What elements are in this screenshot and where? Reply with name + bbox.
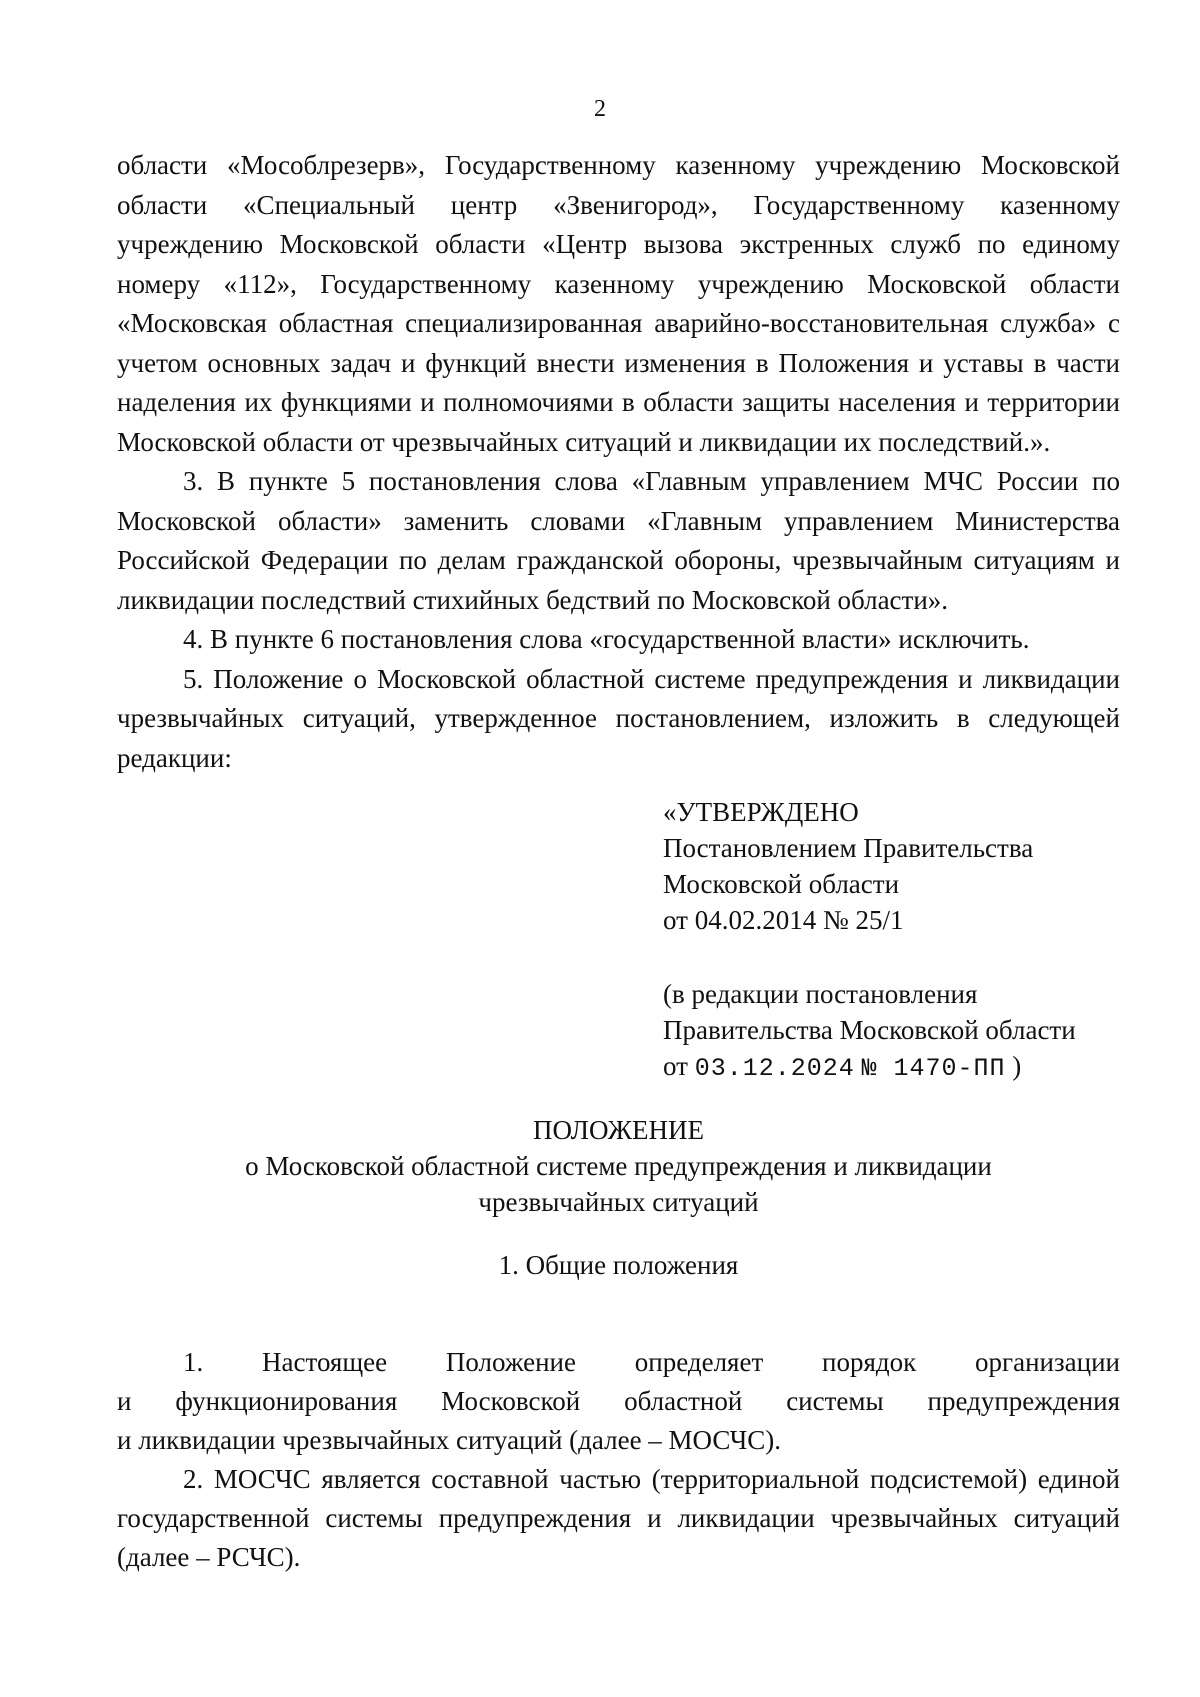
revision-stamp-prefix: от xyxy=(663,1051,688,1081)
body-text-top xyxy=(117,146,1120,778)
body-text-bottom xyxy=(117,1343,1120,1577)
paragraph-item-5: 5. Положение о Московской областной системе предупреждения и ликвидации чрезвычайных ситуаций, утвержденное постановлением, изложить в следующей редакции: xyxy=(117,663,1120,773)
revision-stamp-number: № 1470-ПП xyxy=(861,1054,1006,1083)
revision-line-2: Правительства Московской области xyxy=(663,1015,1076,1045)
revision-stamp-date: 03.12.2024 xyxy=(694,1054,855,1083)
paragraph-1-line-1: 1. Настоящее Положение определяет порядок организации xyxy=(183,1347,1120,1377)
paragraph-continuation: области «Мособлрезерв», Государственному казенному учреждению Московской области «Специальный центр «Звенигород», Государственному казенному учреждению Московской области «Центр вызова экстренных служб по единому номеру «112», Государственному казенному учреждению Московской области «Московская областная специализированная аварийно-восстановительная служба» с учетом основных задач и функций внести изменения в Положения и уставы в части наделения их функциями и полномочиями в области защиты населения и территории Московской области от чрезвычайных ситуаций и ликвидации их последствий.». xyxy=(117,150,1120,457)
section-heading-block xyxy=(117,1247,1120,1283)
paragraph-item-3: 3. В пункте 5 постановления слова «Главным управлением МЧС России по Московской области» заменить словами «Главным управлением Министерства Российской Федерации по делам гражданской обороны, чрезвычайным ситуациям и ликвидации последствий стихийных бедствий по Московской области». xyxy=(117,466,1120,615)
paragraph-1-line-3: и ликвидации чрезвычайных ситуаций (далее – МОСЧС). xyxy=(117,1425,782,1455)
revision-stamp-suffix: ) xyxy=(1012,1051,1022,1081)
section-heading: 1. Общие положения xyxy=(498,1250,739,1280)
approval-line-resolution: Постановлением Правительства xyxy=(663,833,1034,863)
paragraph-item-4: 4. В пункте 6 постановления слова «государственной власти» исключить. xyxy=(183,624,1030,654)
document-subtitle-line-1: о Московской областной системе предупреждения и ликвидации xyxy=(245,1151,992,1181)
page-number: 2 xyxy=(594,96,606,122)
document-title-block xyxy=(117,1112,1120,1220)
revision-line-1: (в редакции постановления xyxy=(663,979,978,1009)
document-subtitle-line-2: чрезвычайных ситуаций xyxy=(478,1187,759,1217)
paragraph-2: 2. МОСЧС является составной частью (территориальной подсистемой) единой государственной системы предупреждения и ликвидации чрезвычайных ситуаций (далее – РСЧС). xyxy=(117,1464,1120,1572)
paragraph-1-line-2: и функционирования Московской областной системы предупреждения xyxy=(117,1386,1120,1416)
approval-line-approved: «УТВЕРЖДЕНО xyxy=(663,797,859,827)
approval-gap xyxy=(663,938,1123,976)
document-title: ПОЛОЖЕНИЕ xyxy=(533,1115,704,1145)
approval-block xyxy=(663,794,1123,1087)
approval-line-date: от 04.02.2014 № 25/1 xyxy=(663,905,904,935)
revision-stamp-line xyxy=(663,1048,1123,1087)
approval-line-region: Московской области xyxy=(663,869,900,899)
